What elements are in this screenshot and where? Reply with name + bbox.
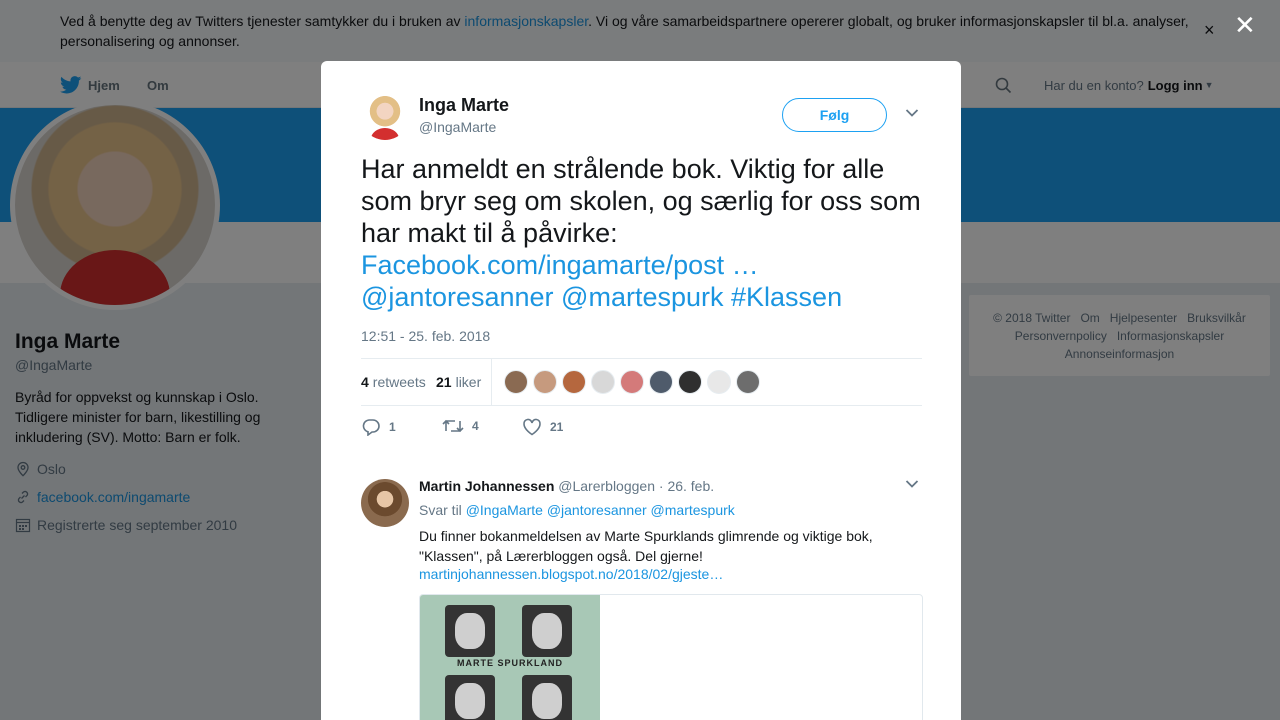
- retweets-label: retweets: [372, 374, 426, 390]
- liker-avatar[interactable]: [591, 370, 615, 394]
- like-count: 21: [550, 420, 564, 434]
- tweet-timestamp[interactable]: 12:51 - 25. feb. 2018: [361, 328, 491, 344]
- reply-author-avatar[interactable]: [361, 479, 409, 527]
- retweet-count: 4: [472, 419, 479, 433]
- liker-avatar[interactable]: [533, 370, 557, 394]
- likes-label: liker: [455, 374, 482, 390]
- tweet-body: Har anmeldt en strålende bok. Viktig for alle som bryr seg om skolen, og særlig for oss som har makt til å påvirke:: [361, 154, 921, 248]
- reply-button[interactable]: [361, 418, 396, 436]
- tweet-mention[interactable]: @jantoresanner: [361, 282, 554, 312]
- tweet-author-handle[interactable]: @IngaMarte: [419, 119, 497, 135]
- tweet-author-name[interactable]: Inga Marte: [419, 95, 510, 115]
- heart-icon: [522, 418, 542, 436]
- retweet-button[interactable]: [442, 418, 479, 434]
- reply-mention[interactable]: @IngaMarte: [465, 502, 543, 518]
- liker-avatar[interactable]: [504, 370, 528, 394]
- replying-to: [419, 502, 735, 518]
- reply-header: [419, 478, 714, 494]
- reply-author-handle[interactable]: @Larerbloggen: [558, 478, 655, 494]
- cover-portrait: [445, 675, 495, 720]
- link-card[interactable]: [419, 594, 923, 720]
- tweet-actions: [361, 418, 922, 438]
- reply-mention[interactable]: @jantoresanner: [546, 502, 647, 518]
- stats-divider: [491, 359, 492, 405]
- liker-avatar[interactable]: [620, 370, 644, 394]
- tweet-author-avatar[interactable]: [361, 92, 409, 140]
- chevron-down-icon[interactable]: [905, 108, 919, 118]
- liker-avatar[interactable]: [649, 370, 673, 394]
- close-icon[interactable]: ✕: [1234, 10, 1256, 40]
- reply-count: 1: [389, 420, 396, 434]
- retweet-icon: [442, 418, 464, 434]
- retweets-stat[interactable]: [361, 359, 426, 405]
- cover-caption: MARTE SPURKLAND: [457, 658, 563, 668]
- follow-button[interactable]: Følg: [782, 98, 887, 132]
- liker-avatar[interactable]: [707, 370, 731, 394]
- retweets-count: 4: [361, 374, 369, 390]
- liker-avatar[interactable]: [736, 370, 760, 394]
- reply-link[interactable]: martinjohannessen.blogspot.no/2018/02/gjeste…: [419, 566, 724, 582]
- reply-icon: [361, 418, 381, 436]
- tweet-stats: [361, 358, 922, 406]
- tweet-mention[interactable]: @martespurk: [561, 282, 724, 312]
- likers-avatars: [504, 370, 765, 394]
- tweet-link[interactable]: Facebook.com/ingamarte/post …: [361, 250, 759, 280]
- cover-portrait: [445, 605, 495, 657]
- liker-avatar[interactable]: [678, 370, 702, 394]
- reply-text: Du finner bokanmeldelsen av Marte Spurklands glimrende og viktige bok, "Klassen", på Lærerbloggen også. Del gjerne!: [419, 528, 873, 564]
- like-button[interactable]: [522, 418, 563, 436]
- likes-count: 21: [436, 374, 452, 390]
- liker-avatar[interactable]: [562, 370, 586, 394]
- reply-mention[interactable]: @martespurk: [650, 502, 735, 518]
- cover-portrait: [522, 605, 572, 657]
- cover-portrait: [522, 675, 572, 720]
- chevron-down-icon[interactable]: [905, 479, 919, 489]
- tweet-modal: [321, 61, 961, 720]
- tweet-text: [361, 153, 921, 313]
- reply-date[interactable]: · 26. feb.: [658, 478, 715, 494]
- book-cover-image: [420, 595, 600, 720]
- replying-to-label: Svar til: [419, 502, 462, 518]
- likes-stat[interactable]: [436, 359, 481, 405]
- reply-author-name[interactable]: Martin Johannessen: [419, 478, 555, 494]
- tweet-hashtag[interactable]: #Klassen: [731, 282, 843, 312]
